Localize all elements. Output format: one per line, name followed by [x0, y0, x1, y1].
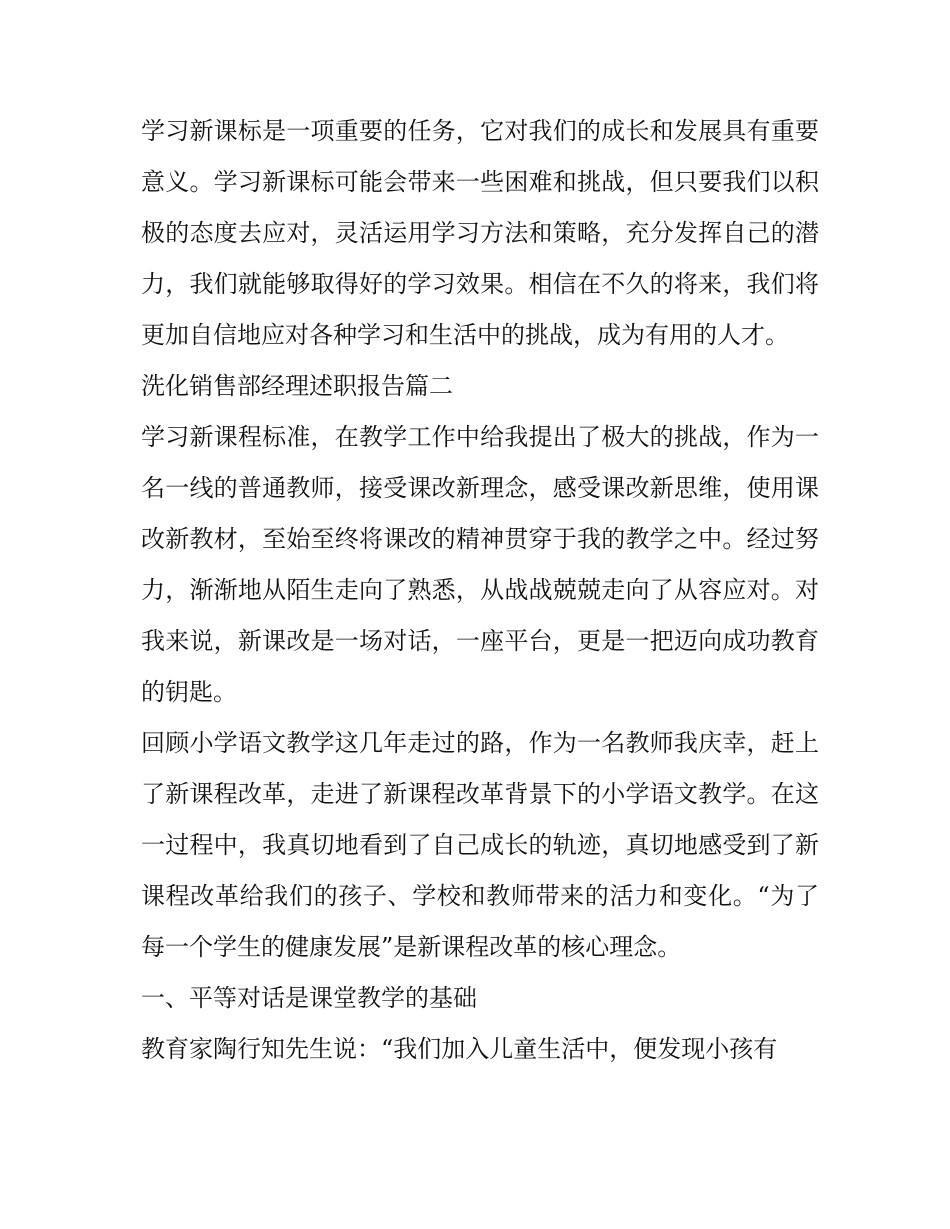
paragraph-review: 回顾小学语文教学这几年走过的路，作为一名教师我庆幸，赶上了新课程改革，走进了新课程改革背景下的小学语文教学。在这一过程中，我真切地看到了自己成长的轨迹，真切地感受到了新课程改革给我们的孩子、学校和教师带来的活力和变化。“为了每一个学生的健康发展”是新课程改革的核心理念。 [141, 729, 819, 961]
section-heading-dialogue: 一、平等对话是课堂教学的基础 [141, 984, 477, 1012]
document-body [141, 106, 819, 1075]
paragraph-new-curriculum: 学习新课程标准，在教学工作中给我提出了极大的挑战，作为一名一线的普通教师，接受课改新理念，感受课改新思维，使用课改新教材，至始至终将课改的精神贯穿于我的教学之中。经过努力，渐渐地从陌生走向了熟悉，从战战兢兢走向了从容应对。对我来说，新课改是一场对话，一座平台，更是一把迈向成功教育的钥匙。 [141, 423, 819, 706]
paragraph-intro: 学习新课标是一项重要的任务，它对我们的成长和发展具有重要意义。学习新课标可能会带来一些困难和挑战，但只要我们以积极的态度去应对，灵活运用学习方法和策略，充分发挥自己的潜力，我们就能够取得好的学习效果。相信在不久的将来，我们将更加自信地应对各种学习和生活中的挑战，成为有用的人才。 [141, 117, 819, 349]
section-heading-report: 洗化销售部经理述职报告篇二 [141, 372, 453, 400]
paragraph-quote: 教育家陶行知先生说：“我们加入儿童生活中，便发现小孩有 [141, 1035, 778, 1063]
